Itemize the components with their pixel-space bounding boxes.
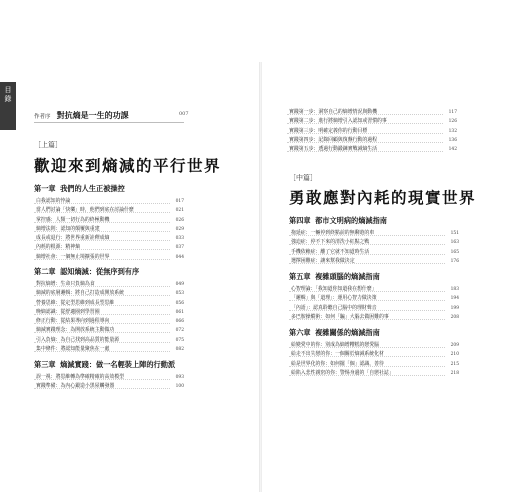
toc-entry [289, 313, 459, 322]
toc-entry [287, 127, 457, 136]
chapter-number: 第三章 [34, 360, 56, 369]
chapter-5 [289, 272, 459, 322]
chapter-number: 第二章 [34, 267, 56, 276]
entry-title: 手機依賴症：離了它就不知道時生活 [291, 248, 370, 255]
entry-title: 給走不出失戀的你：一個關於熵減系統化材 [291, 351, 384, 358]
entry-page: 037 [175, 245, 184, 251]
toc-entry [289, 229, 459, 238]
entry-page: 165 [450, 249, 459, 255]
toc-entry [289, 248, 459, 257]
chapter-title: 我們的人生正被操控 [60, 184, 125, 193]
entry-page: 132 [448, 128, 457, 134]
entry-title: 給是世界化的你：如何擺「個」認識，善待 [291, 360, 384, 367]
toc-entry [34, 289, 184, 298]
toc-entry [34, 225, 184, 234]
toc-entry [289, 341, 459, 350]
toc-entry [34, 280, 184, 289]
carryover-entries [287, 108, 457, 154]
chapter-3 [34, 360, 184, 392]
toc-entry [34, 243, 184, 252]
entry-title: 「內語」：認真聆聽自己腦中的理財聲音 [291, 304, 377, 311]
entry-page: 049 [175, 282, 184, 287]
chapter-number: 第一章 [34, 184, 56, 193]
entry-title: 晚熵認識：從舒適圈到學習圈 [36, 308, 100, 315]
entry-title: 實踐第一步：洞察自己的熵增情況與動機 [289, 109, 378, 115]
entry-page: 183 [450, 287, 459, 292]
chapter-number: 第四章 [289, 216, 311, 225]
preface-title: 對抗熵是一生的功課 [56, 110, 129, 120]
toc-entry [34, 216, 184, 225]
entry-page: 100 [175, 384, 184, 390]
entry-page: 126 [448, 119, 457, 125]
entry-page: 026 [175, 217, 184, 223]
chapter-2 [34, 267, 184, 354]
preface-entry [34, 110, 189, 121]
entry-page: 136 [448, 137, 457, 143]
entry-page: 194 [450, 296, 459, 302]
entry-page: 093 [175, 375, 184, 380]
chapter-title: 認知熵減：從無序到有序 [60, 267, 140, 276]
preface-label: 作者序 [34, 114, 51, 120]
entry-page: 163 [450, 240, 459, 246]
entry-title: 營養思維：從定型思維到成長型思維 [36, 299, 115, 306]
side-tab-char-1: 目 [4, 86, 12, 94]
entry-title: 集中條件：將認知能量聚焦在一處 [36, 346, 110, 353]
toc-entry [34, 326, 184, 335]
entry-title: 實踐第五步：透過行動鍛鍊實戰減熵生活 [289, 146, 378, 153]
entry-title: 實踐第四步：記錄回顧與復盤行動的過程 [289, 136, 378, 143]
entry-title: 實踐準備：為內心鍛造小黑屋觸發器 [36, 383, 115, 390]
entry-title: 誤一視：將思維轉為準確精確的高效模型 [36, 374, 125, 380]
entry-title: 熵減的底層邏輯：將自己打造成開放系統 [36, 290, 125, 297]
toc-entry [34, 197, 184, 206]
entry-title: 強迫症：停不下來的清洗小紅點之戰 [291, 239, 370, 246]
entry-page: 061 [175, 309, 184, 315]
chapter-6 [289, 328, 459, 378]
chapter-heading [289, 328, 459, 338]
entry-page: 056 [175, 300, 184, 306]
part2-label: ［中篇］ [289, 174, 317, 182]
entry-title: 熵增法則：認知的顛覆與重建 [36, 225, 100, 232]
part1-title: 歡迎來到熵減的平行世界 [34, 156, 222, 175]
toc-entry [287, 117, 457, 126]
entry-page: 199 [450, 305, 459, 311]
chapter-title: 都市文明病的熵減指南 [315, 216, 387, 225]
toc-entry [34, 206, 184, 215]
entry-page: 215 [450, 361, 459, 367]
chapter-title: 複雜關係的熵減指南 [315, 328, 380, 337]
entry-title: 實踐第二步：進行將熵增引入認知或習慣的事 [289, 118, 387, 125]
chapter-4 [289, 216, 459, 266]
entry-title: 「邏輯」與「道理」：運用心智力做決策 [291, 295, 377, 302]
entry-page: 082 [175, 347, 184, 353]
entry-title: 白我認知的悖論 [36, 198, 71, 204]
entry-page: 142 [448, 147, 457, 153]
toc-entry [34, 253, 184, 262]
side-tab-char-2: 錄 [4, 95, 12, 103]
toc-side-tab [0, 82, 16, 130]
entry-title: 當人們討論「快樂」時，他們到底在討論什麼 [36, 207, 134, 214]
preface-rule [34, 122, 184, 123]
entry-page: 072 [175, 328, 184, 334]
entry-title: 引入負熵：為自己找到高品質的能量源 [36, 336, 120, 343]
entry-page: 044 [175, 254, 184, 260]
chapter-title: 複雜頭腦的熵減指南 [315, 272, 380, 281]
toc-entry [34, 345, 184, 354]
entry-page: 017 [175, 199, 184, 204]
toc-entry [289, 257, 459, 266]
entry-page: 053 [175, 291, 184, 297]
entry-page: 210 [450, 352, 459, 358]
entry-title: 選擇困難症：讓來幫我做決定 [291, 257, 355, 264]
chapter-1 [34, 184, 184, 262]
entry-page: 117 [448, 110, 457, 115]
toc-entry [34, 299, 184, 308]
entry-title: 掌控感：人類一切行為的終極動機 [36, 216, 110, 223]
toc-entry [287, 136, 457, 145]
entry-title: 拖延症：一輛停到終點前的無聊遊的車 [291, 230, 375, 236]
chapter-number: 第六章 [289, 328, 311, 337]
toc-entry [289, 350, 459, 359]
chapter-heading [289, 272, 459, 282]
chapter-heading [34, 184, 184, 194]
entry-title: 內耗的根源：精神熵 [36, 244, 81, 251]
entry-title: 給陷入悲性親密的你：警惕身邊的「自戀社誌」 [291, 369, 394, 376]
toc-entry [289, 360, 459, 369]
toc-entry [289, 294, 459, 303]
entry-page: 208 [450, 314, 459, 320]
chapter-title: 熵減實踐：做一名輕裝上陣的行動派 [60, 360, 176, 369]
entry-title: 多巴胺操縱術：如何「騙」大腦去做困難的事 [291, 313, 389, 320]
toc-entry [34, 308, 184, 317]
toc-entry [34, 317, 184, 326]
entry-page: 029 [175, 226, 184, 232]
chapter-heading [34, 360, 184, 370]
toc-entry [34, 382, 184, 391]
toc-entry [287, 145, 457, 154]
entry-page: 218 [450, 370, 459, 376]
part1-label: ［上篇］ [34, 141, 62, 149]
entry-title: 熵減實踐理念：為開放系統主動做功 [36, 327, 115, 334]
entry-page: 151 [450, 231, 459, 236]
preface-page: 007 [179, 111, 189, 117]
entry-page: 209 [450, 343, 459, 348]
toc-entry [289, 304, 459, 313]
entry-title: 對抗熵增：生命只負熵為食 [36, 281, 95, 287]
toc-entry [287, 108, 457, 117]
chapter-heading [289, 216, 459, 226]
entry-page: 066 [175, 319, 184, 325]
entry-page: 075 [175, 337, 184, 343]
entry-page: 021 [175, 208, 184, 214]
toc-entry [289, 285, 459, 294]
entry-page: 033 [175, 236, 184, 242]
entry-title: 給變愛中的你：別成為熵增糟糕的戀愛腦 [291, 342, 380, 348]
entry-title: 成長或退行：將世界重新詮釋成熵 [36, 235, 110, 242]
toc-entry [34, 336, 184, 345]
entry-title: 熵增社會：一個無止境擴張的世界 [36, 253, 110, 260]
entry-page: 176 [450, 258, 459, 264]
part2-title: 勇敢應對內耗的現實世界 [289, 188, 477, 207]
toc-entry [289, 238, 459, 247]
entry-title: 修正行動：從結果導向到過程導向 [36, 318, 110, 325]
entry-title: 心智理論：「我知道你知道我在想什麼」 [291, 286, 377, 292]
toc-entry [34, 373, 184, 382]
toc-entry [289, 369, 459, 378]
entry-title: 實踐第三步：明確定義你的行動目標 [289, 127, 368, 134]
chapter-number: 第五章 [289, 272, 311, 281]
toc-entry [34, 234, 184, 243]
chapter-heading [34, 267, 184, 277]
